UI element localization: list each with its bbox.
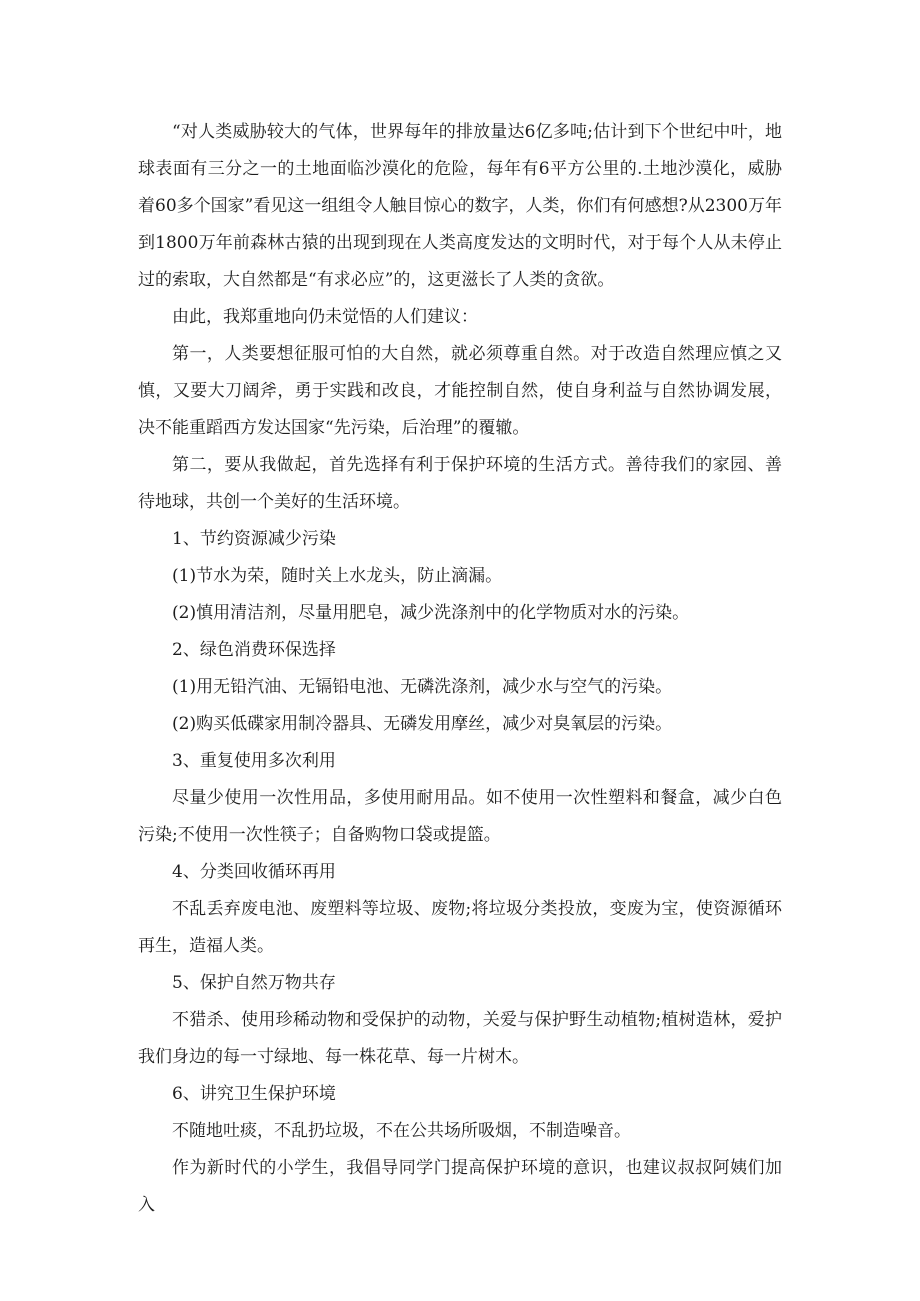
heading-save-resources: 1、节约资源减少污染 — [172, 529, 336, 549]
paragraph-proposal: 由此，我郑重地向仍未觉悟的人们建议： — [172, 307, 478, 327]
paragraph-recycle: 不乱丢弃废电池、废塑料等垃圾、废物;将垃圾分类投放，变废为宝，使资源循环再生，造福人类。 — [138, 899, 782, 956]
heading-hygiene: 6、讲究卫生保护环境 — [172, 1084, 336, 1104]
paragraph-hygiene: 不随地吐痰，不乱扔垃圾，不在公共场所吸烟，不制造噪音。 — [172, 1121, 631, 1141]
list-item: (2)购买低碟家用制冷器具、无磷发用摩丝，减少对臭氧层的污染。 — [172, 714, 673, 734]
heading-recycle: 4、分类回收循环再用 — [172, 862, 336, 882]
paragraph-closing: 作为新时代的小学生，我倡导同学门提高保护环境的意识，也建议叔叔阿姨们加入 — [138, 1158, 782, 1215]
heading-green-consumption: 2、绿色消费环保选择 — [172, 640, 336, 660]
paragraph-intro: “对人类威胁较大的气体，世界每年的排放量达6亿多吨;估计到下个世纪中叶，地球表面有三分之一的土地面临沙漠化的危险，每年有6平方公里的.土地沙漠化，威胁着60多个国家”看见这一组组令人触目惊心的数字，人类，你们有何感想?从2300万年到1800万年前森林古猿的出现到现在人类高度发达的文明时代，对于每个人从未停止过的索取，大自然都是“有求必应”的，这更滋长了人类的贪欲。 — [138, 122, 782, 290]
paragraph-second: 第二，要从我做起，首先选择有利于保护环境的生活方式。善待我们的家园、善待地球，共创一个美好的生活环境。 — [138, 455, 782, 512]
list-item: (2)慎用清洁剂，尽量用肥皂，减少洗涤剂中的化学物质对水的污染。 — [172, 603, 690, 623]
heading-protect-nature: 5、保护自然万物共存 — [172, 973, 336, 993]
list-item: (1)节水为荣，随时关上水龙头，防止滴漏。 — [172, 566, 503, 586]
paragraph-reuse: 尽量少使用一次性用品，多使用耐用品。如不使用一次性塑料和餐盒，减少白色污染;不使用一次性筷子；自备购物口袋或提篮。 — [138, 788, 782, 845]
paragraph-protect-nature: 不猎杀、使用珍稀动物和受保护的动物，关爱与保护野生动植物;植树造林，爱护我们身边的每一寸绿地、每一株花草、每一片树木。 — [138, 1010, 782, 1067]
list-item: (1)用无铅汽油、无镉铅电池、无磷洗涤剂，减少水与空气的污染。 — [172, 677, 673, 697]
heading-reuse: 3、重复使用多次利用 — [172, 751, 336, 771]
paragraph-first: 第一，人类要想征服可怕的大自然，就必须尊重自然。对于改造自然理应慎之又慎，又要大刀阔斧，勇于实践和改良，才能控制自然，使自身利益与自然协调发展，决不能重蹈西方发达国家“先污染，后治理”的覆辙。 — [138, 344, 782, 438]
